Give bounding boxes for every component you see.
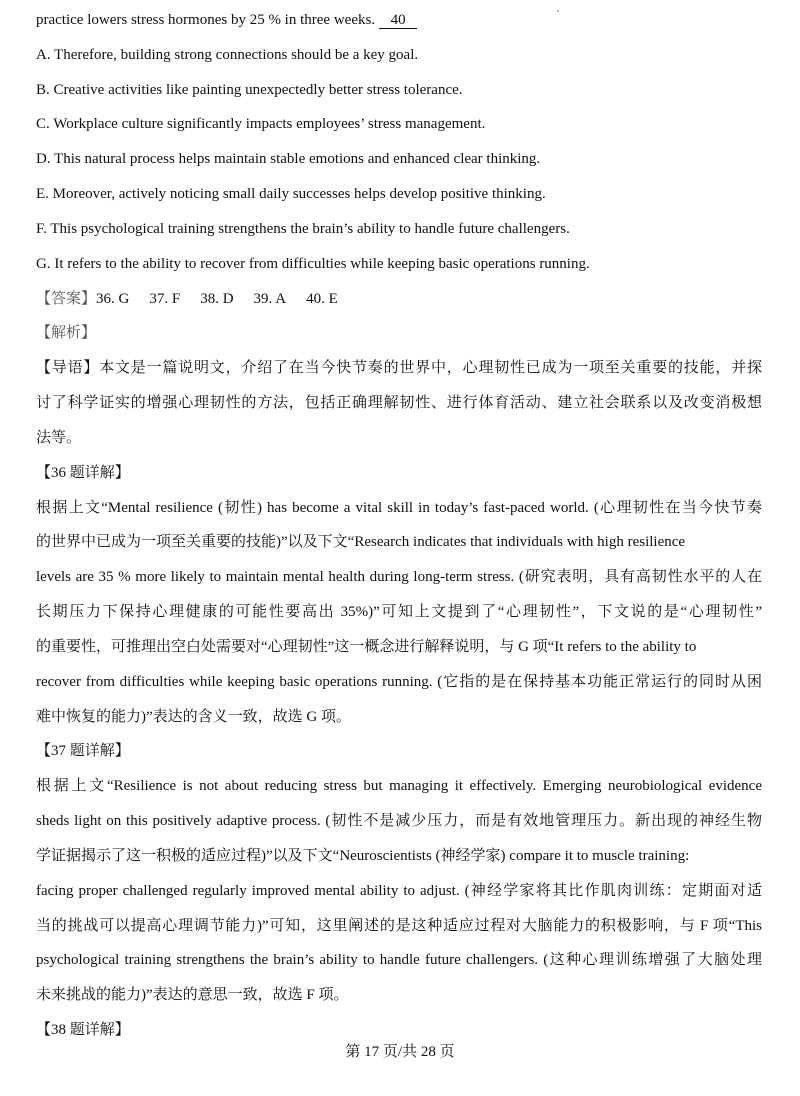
q37-line: 学证据揭示了这一积极的适应过程)”以及下文“Neuroscientists (神经学家) compare it to muscle training: (36, 847, 690, 864)
q37-heading: 【37 题详解】 (36, 743, 130, 760)
q36-line: 长期压力下保持心理健康的可能性要高出 35%)”可知上文提到了“心理韧性”，下文说的是“心理韧性” (36, 604, 762, 621)
answer-label: 【答案】 (36, 290, 97, 307)
option-g: G. It refers to the ability to recover from difficulties while keeping basic operations running. (36, 255, 590, 272)
q36-line: recover from difficulties while keeping basic operations running. (它指的是在保持基本功能正常运行的同时从困 (36, 673, 762, 690)
q36-line: levels are 35 % more likely to maintain mental health during long-term stress. (研究表明，具有高韧性水平的人在 (36, 569, 762, 586)
q37-line: facing proper challenged regularly improved mental ability to adjust. (神经学家将其比作肌肉训练：定期面对适 (36, 882, 762, 899)
intro-line: 【导语】本文是一篇说明文，介绍了在当今快节奏的世界中，心理韧性已成为一项至关重要的技能，并探 (36, 360, 762, 377)
q37-line: 根据上文“Resilience is not about reducing stress but managing it effectively. Emerging neurobiological evidence (36, 778, 762, 795)
option-d: D. This natural process helps maintain stable emotions and enhanced clear thinking. (36, 151, 541, 168)
q38-heading: 【38 题详解】 (36, 1022, 130, 1039)
option-b: B. Creative activities like painting unexpectedly better stress tolerance. (36, 81, 463, 98)
option-a: A. Therefore, building strong connections should be a key goal. (36, 46, 419, 63)
q36-line: 根据上文“Mental resilience (韧性) has become a vital skill in today’s fast-paced world. (心理韧性在当今快节奏 (36, 499, 762, 516)
answer-item: 39. A (253, 290, 287, 307)
document-page (36, 3, 762, 1048)
q37-line: 未来挑战的能力)”表达的意思一致，故选 F 项。 (36, 987, 349, 1004)
option-e: E. Moreover, actively noticing small daily successes helps develop positive thinking. (36, 186, 546, 203)
intro-line: 讨了科学证实的增强心理韧性的方法，包括正确理解韧性、进行体育活动、建立社会联系以及改变消极想 (36, 395, 762, 412)
option-c: C. Workplace culture significantly impacts employees’ stress management. (36, 116, 486, 133)
answer-item: 36. G (96, 290, 130, 307)
q37-line: psychological training strengthens the brain’s ability to handle future challengers. (这种心理训练增强了大脑处理 (36, 952, 762, 969)
option-f: F. This psychological training strengthens the brain’s ability to handle future challengers. (36, 220, 570, 237)
q37-line: sheds light on this positively adaptive process. (韧性不是减少压力，而是有效地管理压力。新出现的神经生物 (36, 813, 762, 830)
answer-blank: 40 (379, 12, 417, 29)
q36-heading: 【36 题详解】 (36, 464, 130, 481)
answer-item: 40. E (306, 290, 338, 307)
answer-item: 38. D (200, 290, 234, 307)
q37-line: 当的挑战可以提高心理调节能力)”可知，这里阐述的是这种适应过程对大脑能力的积极影响，与 F 项“This (36, 917, 762, 934)
page-footer: 第 17 页/共 28 页 (345, 1044, 455, 1060)
question-tail (36, 3, 762, 38)
question-text: practice lowers stress hormones by 25 % in three weeks. (36, 12, 376, 28)
analysis-label: 【解析】 (36, 325, 97, 342)
answer-item: 37. F (149, 290, 181, 307)
q36-line: 的重要性，可推理出空白处需要对“心理韧性”这一概念进行解释说明，与 G 项“It refers to the ability to (36, 638, 697, 655)
intro-line: 法等。 (36, 429, 82, 446)
q36-line: 难中恢复的能力)”表达的含义一致，故选 G 项。 (36, 708, 351, 725)
q36-line: 的世界中已成为一项至关重要的技能)”以及下文“Research indicates that individuals with high resilience (36, 534, 686, 551)
answer-line (36, 282, 762, 317)
